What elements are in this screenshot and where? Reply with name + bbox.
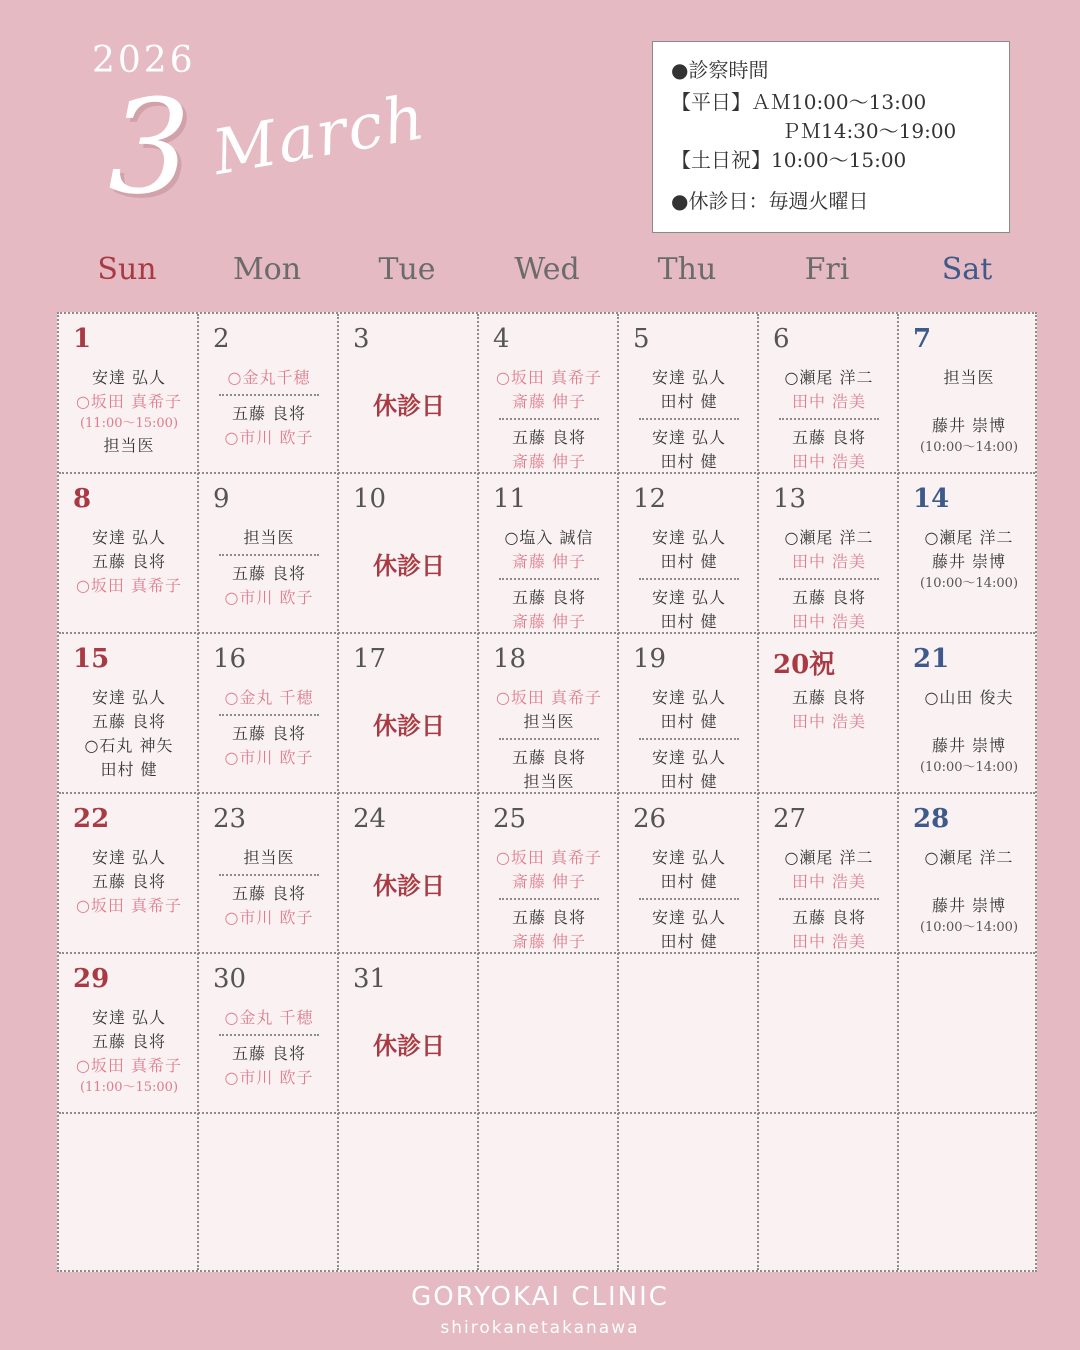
am-pm-divider bbox=[639, 578, 739, 580]
day-cell bbox=[759, 314, 899, 474]
day-number: 15 bbox=[73, 644, 110, 674]
doctor-list bbox=[619, 366, 759, 474]
doctor-list bbox=[59, 366, 199, 458]
doctor-list bbox=[759, 686, 899, 734]
doctor-name: 安達 弘人 bbox=[651, 368, 727, 387]
calendar-month-name: March bbox=[207, 79, 432, 190]
doctor-list bbox=[199, 1006, 339, 1090]
day-cell bbox=[619, 634, 759, 794]
day-number: 29 bbox=[73, 964, 110, 994]
doctor-list bbox=[479, 846, 619, 954]
doctor-name: 田村 健 bbox=[660, 452, 718, 471]
weekday-header-mon: Mon bbox=[232, 252, 302, 287]
day-number: 10 bbox=[353, 484, 387, 514]
doctor-name: (11:00～15:00) bbox=[79, 416, 179, 431]
doctor-list bbox=[759, 526, 899, 634]
day-number: 2 bbox=[213, 324, 230, 354]
doctor-name: ○瀬尾 洋二 bbox=[784, 848, 874, 867]
day-number: 21 bbox=[913, 644, 950, 674]
weekday-hours: 【平日】ＡＭ10:00～13:00 bbox=[671, 90, 927, 114]
doctor-name: 斎藤 伸子 bbox=[511, 612, 587, 631]
doctor-name: 田村 健 bbox=[660, 552, 718, 571]
am-pm-divider bbox=[639, 418, 739, 420]
day-number: 27 bbox=[773, 804, 807, 834]
doctor-name: 田村 健 bbox=[100, 760, 158, 779]
doctor-name: 田中 浩美 bbox=[791, 552, 867, 571]
day-cell bbox=[899, 314, 1039, 474]
closed-day-label: 休診日 bbox=[373, 712, 445, 740]
doctor-name: 五藤 良将 bbox=[511, 428, 587, 447]
doctor-name: 田中 浩美 bbox=[791, 872, 867, 891]
doctor-name: 斎藤 伸子 bbox=[511, 452, 587, 471]
day-cell bbox=[899, 794, 1039, 954]
doctor-name: ○坂田 真希子 bbox=[495, 368, 603, 387]
day-cell bbox=[899, 474, 1039, 634]
doctor-name: 担当医 bbox=[103, 436, 155, 455]
day-cell bbox=[339, 634, 479, 794]
day-number: 5 bbox=[633, 324, 650, 354]
weekday-header-sun: Sun bbox=[97, 252, 157, 287]
doctor-name: 斎藤 伸子 bbox=[511, 552, 587, 571]
day-cell bbox=[59, 474, 199, 634]
day-number: 22 bbox=[73, 804, 110, 834]
day-cell bbox=[619, 314, 759, 474]
doctor-name: ○市川 欧子 bbox=[224, 908, 314, 927]
doctor-name: 田村 健 bbox=[660, 392, 718, 411]
doctor-name: 田村 健 bbox=[660, 932, 718, 951]
doctor-name: 安達 弘人 bbox=[91, 848, 167, 867]
weekday-header-thu: Thu bbox=[657, 252, 717, 287]
doctor-name: ○山田 俊夫 bbox=[924, 688, 1014, 707]
day-cell bbox=[759, 794, 899, 954]
calendar-grid bbox=[57, 312, 1037, 1272]
clinic-hours-box bbox=[652, 41, 1010, 233]
doctor-name: 田村 健 bbox=[660, 872, 718, 891]
doctor-name: (10:00～14:00) bbox=[919, 920, 1019, 935]
doctor-name: ○坂田 真希子 bbox=[495, 848, 603, 867]
doctor-name: 安達 弘人 bbox=[651, 848, 727, 867]
day-number: 13 bbox=[773, 484, 807, 514]
day-number: 23 bbox=[213, 804, 247, 834]
doctor-name: 五藤 良将 bbox=[231, 564, 307, 583]
doctor-name: 斎藤 伸子 bbox=[511, 932, 587, 951]
day-cell bbox=[759, 474, 899, 634]
doctor-name: 担当医 bbox=[943, 368, 995, 387]
closed-day-label: 休診日 bbox=[373, 1032, 445, 1060]
day-number: 16 bbox=[213, 644, 247, 674]
day-number: 11 bbox=[493, 484, 527, 514]
am-pm-divider bbox=[219, 1034, 319, 1036]
doctor-name: 担当医 bbox=[523, 772, 575, 791]
doctor-name: ○金丸 千穂 bbox=[224, 688, 314, 707]
clinic-location: shirokanetakanawa bbox=[440, 1318, 640, 1338]
day-cell bbox=[339, 794, 479, 954]
am-pm-divider bbox=[219, 554, 319, 556]
doctor-name: ○金丸 千穂 bbox=[224, 1008, 314, 1027]
day-number: 1 bbox=[73, 324, 92, 354]
day-number: 3 bbox=[353, 324, 370, 354]
day-number: 17 bbox=[353, 644, 387, 674]
doctor-list bbox=[759, 366, 899, 474]
day-number: 8 bbox=[73, 484, 92, 514]
spacer bbox=[899, 870, 1039, 894]
weekend-hours: 【土日祝】10:00～15:00 bbox=[671, 148, 907, 172]
am-pm-divider bbox=[499, 578, 599, 580]
calendar-month-number: 3 bbox=[108, 71, 191, 223]
day-number: 12 bbox=[633, 484, 667, 514]
doctor-name: ○市川 欧子 bbox=[224, 588, 314, 607]
spacer bbox=[899, 710, 1039, 734]
day-cell bbox=[59, 794, 199, 954]
am-pm-divider bbox=[499, 418, 599, 420]
day-cell bbox=[59, 314, 199, 474]
doctor-name: 田村 健 bbox=[660, 772, 718, 791]
doctor-list bbox=[619, 686, 759, 794]
doctor-name: 田中 浩美 bbox=[791, 452, 867, 471]
am-pm-divider bbox=[499, 738, 599, 740]
day-cell bbox=[339, 314, 479, 474]
doctor-list bbox=[59, 686, 199, 782]
doctor-list bbox=[199, 366, 339, 450]
day-number: 14 bbox=[913, 484, 950, 514]
am-pm-divider bbox=[499, 898, 599, 900]
doctor-name: ○市川 欧子 bbox=[224, 748, 314, 767]
doctor-list bbox=[199, 686, 339, 770]
doctor-name: ○坂田 真希子 bbox=[75, 576, 183, 595]
doctor-name: 五藤 良将 bbox=[231, 404, 307, 423]
doctor-name: ○石丸 神矢 bbox=[84, 736, 174, 755]
doctor-name: 五藤 良将 bbox=[791, 908, 867, 927]
spacer bbox=[899, 390, 1039, 414]
doctor-name: 五藤 良将 bbox=[231, 724, 307, 743]
day-cell bbox=[759, 634, 899, 794]
doctor-name: (10:00～14:00) bbox=[919, 576, 1019, 591]
doctor-list bbox=[59, 1006, 199, 1098]
doctor-name: 安達 弘人 bbox=[651, 688, 727, 707]
doctor-list bbox=[59, 526, 199, 598]
weekday-header-sat: Sat bbox=[941, 252, 993, 287]
calendar-year: 2026 bbox=[92, 40, 196, 81]
doctor-name: 安達 弘人 bbox=[651, 908, 727, 927]
doctor-name: 担当医 bbox=[523, 712, 575, 731]
doctor-name: 安達 弘人 bbox=[91, 688, 167, 707]
doctor-list bbox=[759, 846, 899, 954]
doctor-name: 田村 健 bbox=[660, 712, 718, 731]
clinic-name: GORYOKAI CLINIC bbox=[411, 1282, 669, 1312]
doctor-name: ○瀬尾 洋二 bbox=[924, 848, 1014, 867]
doctor-name: (11:00～15:00) bbox=[79, 1080, 179, 1095]
doctor-name: ○坂田 真希子 bbox=[75, 896, 183, 915]
day-number: 25 bbox=[493, 804, 527, 834]
closed-days-note: ●休診日：毎週火曜日 bbox=[671, 189, 869, 213]
am-pm-divider bbox=[219, 874, 319, 876]
doctor-name: 五藤 良将 bbox=[511, 588, 587, 607]
doctor-name: 五藤 良将 bbox=[791, 428, 867, 447]
day-cell bbox=[339, 954, 479, 1114]
day-number: 19 bbox=[633, 644, 667, 674]
day-number: 26 bbox=[633, 804, 667, 834]
doctor-name: ○塩入 誠信 bbox=[504, 528, 594, 547]
day-number: 20祝 bbox=[773, 650, 836, 680]
doctor-name: 藤井 崇博 bbox=[931, 416, 1007, 435]
am-pm-divider bbox=[779, 418, 879, 420]
doctor-name: 安達 弘人 bbox=[91, 1008, 167, 1027]
doctor-name: 安達 弘人 bbox=[91, 368, 167, 387]
doctor-list bbox=[899, 526, 1039, 594]
day-number: 31 bbox=[353, 964, 387, 994]
doctor-list bbox=[619, 846, 759, 954]
am-pm-divider bbox=[779, 898, 879, 900]
day-cell bbox=[199, 634, 339, 794]
day-cell bbox=[619, 794, 759, 954]
day-cell bbox=[199, 314, 339, 474]
doctor-name: ○金丸千穂 bbox=[227, 368, 311, 387]
doctor-name: 安達 弘人 bbox=[651, 428, 727, 447]
day-number: 24 bbox=[353, 804, 387, 834]
doctor-name: 田中 浩美 bbox=[791, 392, 867, 411]
doctor-name: ○市川 欧子 bbox=[224, 428, 314, 447]
doctor-list bbox=[479, 526, 619, 634]
weekday-header-tue: Tue bbox=[378, 252, 436, 287]
day-cell bbox=[479, 794, 619, 954]
doctor-name: 安達 弘人 bbox=[651, 528, 727, 547]
day-number: 6 bbox=[773, 324, 790, 354]
day-number: 30 bbox=[213, 964, 247, 994]
doctor-name: 藤井 崇博 bbox=[931, 552, 1007, 571]
doctor-list bbox=[199, 526, 339, 610]
day-cell bbox=[899, 634, 1039, 794]
am-pm-divider bbox=[219, 394, 319, 396]
doctor-list bbox=[199, 846, 339, 930]
day-cell bbox=[479, 314, 619, 474]
doctor-name: ○坂田 真希子 bbox=[75, 1056, 183, 1075]
doctor-name: 五藤 良将 bbox=[91, 552, 167, 571]
doctor-list bbox=[619, 526, 759, 634]
doctor-list bbox=[59, 846, 199, 918]
doctor-name: 五藤 良将 bbox=[791, 688, 867, 707]
doctor-name: 田村 健 bbox=[660, 612, 718, 631]
doctor-list bbox=[899, 686, 1039, 778]
day-cell bbox=[59, 954, 199, 1114]
doctor-name: 田中 浩美 bbox=[791, 932, 867, 951]
doctor-name: (10:00～14:00) bbox=[919, 440, 1019, 455]
weekday-header-wed: Wed bbox=[514, 252, 580, 287]
doctor-name: 斎藤 伸子 bbox=[511, 392, 587, 411]
doctor-name: ○市川 欧子 bbox=[224, 1068, 314, 1087]
day-number: 28 bbox=[913, 804, 950, 834]
doctor-name: 藤井 崇博 bbox=[931, 736, 1007, 755]
day-cell bbox=[59, 634, 199, 794]
doctor-name: 安達 弘人 bbox=[651, 588, 727, 607]
day-cell bbox=[479, 634, 619, 794]
closed-day-label: 休診日 bbox=[373, 872, 445, 900]
doctor-list bbox=[479, 366, 619, 474]
doctor-name: 五藤 良将 bbox=[231, 884, 307, 903]
doctor-name: 五藤 良将 bbox=[91, 872, 167, 891]
doctor-name: ○瀬尾 洋二 bbox=[924, 528, 1014, 547]
doctor-name: 田中 浩美 bbox=[791, 712, 867, 731]
day-cell bbox=[479, 474, 619, 634]
doctor-name: ○坂田 真希子 bbox=[75, 392, 183, 411]
hours-title: ●診察時間 bbox=[671, 58, 769, 82]
weekday-header-fri: Fri bbox=[804, 252, 850, 287]
day-number: 18 bbox=[493, 644, 527, 674]
day-cell bbox=[199, 954, 339, 1114]
doctor-name: ○坂田 真希子 bbox=[495, 688, 603, 707]
closed-day-label: 休診日 bbox=[373, 552, 445, 580]
am-pm-divider bbox=[779, 578, 879, 580]
doctor-list bbox=[899, 846, 1039, 938]
day-cell bbox=[199, 794, 339, 954]
doctor-name: 田中 浩美 bbox=[791, 612, 867, 631]
doctor-list bbox=[899, 366, 1039, 458]
doctor-name: 五藤 良将 bbox=[231, 1044, 307, 1063]
doctor-name: (10:00～14:00) bbox=[919, 760, 1019, 775]
doctor-name: 五藤 良将 bbox=[91, 712, 167, 731]
day-number: 7 bbox=[913, 324, 932, 354]
doctor-name: 斎藤 伸子 bbox=[511, 872, 587, 891]
doctor-name: 五藤 良将 bbox=[791, 588, 867, 607]
day-cell bbox=[199, 474, 339, 634]
doctor-name: 五藤 良将 bbox=[511, 748, 587, 767]
doctor-name: 担当医 bbox=[243, 848, 295, 867]
am-pm-divider bbox=[639, 898, 739, 900]
doctor-name: 担当医 bbox=[243, 528, 295, 547]
doctor-name: 五藤 良将 bbox=[511, 908, 587, 927]
doctor-name: 安達 弘人 bbox=[651, 748, 727, 767]
doctor-name: ○瀬尾 洋二 bbox=[784, 368, 874, 387]
am-pm-divider bbox=[639, 738, 739, 740]
doctor-name: ○瀬尾 洋二 bbox=[784, 528, 874, 547]
day-cell bbox=[619, 474, 759, 634]
day-number: 9 bbox=[213, 484, 230, 514]
day-cell bbox=[339, 474, 479, 634]
am-pm-divider bbox=[219, 714, 319, 716]
doctor-list bbox=[479, 686, 619, 794]
doctor-name: 藤井 崇博 bbox=[931, 896, 1007, 915]
doctor-name: 安達 弘人 bbox=[91, 528, 167, 547]
closed-day-label: 休診日 bbox=[373, 392, 445, 420]
weekday-pm-hours: ＰＭ14:30～19:00 bbox=[781, 119, 957, 143]
day-number: 4 bbox=[493, 324, 510, 354]
doctor-name: 五藤 良将 bbox=[91, 1032, 167, 1051]
